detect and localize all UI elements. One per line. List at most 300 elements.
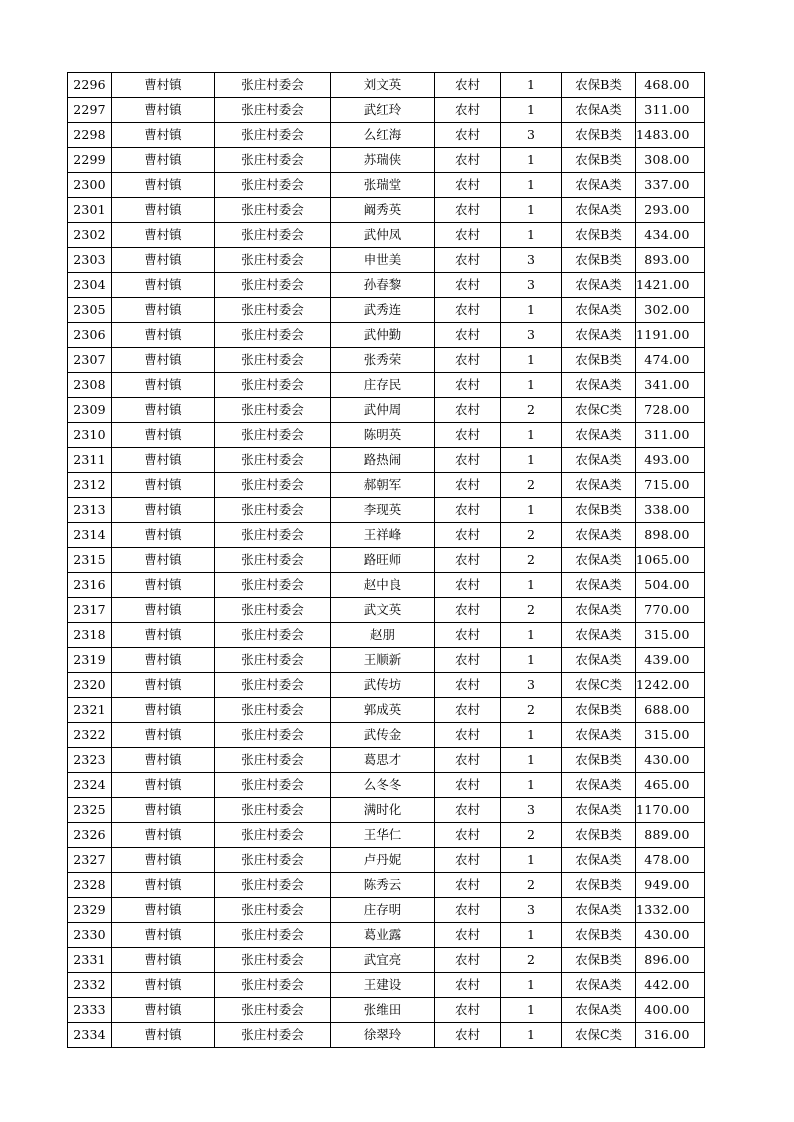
row-number-cell: 2308 — [68, 373, 112, 398]
name-cell: 赵朋 — [331, 623, 435, 648]
household-type-cell: 农村 — [435, 798, 501, 823]
subsidy-roster-table — [67, 72, 705, 1048]
insurance-category-cell: 农保B类 — [562, 148, 636, 173]
insurance-category-cell: 农保A类 — [562, 648, 636, 673]
name-cell: 王建设 — [331, 973, 435, 998]
town-cell: 曹村镇 — [112, 723, 215, 748]
household-type-cell: 农村 — [435, 248, 501, 273]
village-committee-cell: 张庄村委会 — [215, 1023, 331, 1048]
household-size-cell: 2 — [501, 598, 562, 623]
household-type-cell: 农村 — [435, 423, 501, 448]
household-type-cell: 农村 — [435, 923, 501, 948]
household-size-cell: 1 — [501, 748, 562, 773]
household-type-cell: 农村 — [435, 148, 501, 173]
row-number-cell: 2301 — [68, 198, 112, 223]
household-type-cell: 农村 — [435, 273, 501, 298]
name-cell: 庄存明 — [331, 898, 435, 923]
name-cell: 路热闹 — [331, 448, 435, 473]
town-cell: 曹村镇 — [112, 473, 215, 498]
town-cell: 曹村镇 — [112, 423, 215, 448]
insurance-category-cell: 农保B类 — [562, 223, 636, 248]
town-cell: 曹村镇 — [112, 498, 215, 523]
town-cell: 曹村镇 — [112, 748, 215, 773]
table-row — [68, 648, 705, 673]
insurance-category-cell: 农保A类 — [562, 973, 636, 998]
insurance-category-cell: 农保B类 — [562, 498, 636, 523]
household-type-cell: 农村 — [435, 698, 501, 723]
amount-cell: 302.00 — [636, 298, 705, 323]
insurance-category-cell: 农保A类 — [562, 198, 636, 223]
household-type-cell: 农村 — [435, 1023, 501, 1048]
table-row — [68, 198, 705, 223]
household-size-cell: 1 — [501, 298, 562, 323]
amount-cell: 1332.00 — [636, 898, 705, 923]
village-committee-cell: 张庄村委会 — [215, 923, 331, 948]
household-type-cell: 农村 — [435, 123, 501, 148]
row-number-cell: 2334 — [68, 1023, 112, 1048]
town-cell: 曹村镇 — [112, 148, 215, 173]
table-row — [68, 223, 705, 248]
table-row — [68, 773, 705, 798]
village-committee-cell: 张庄村委会 — [215, 823, 331, 848]
row-number-cell: 2300 — [68, 173, 112, 198]
amount-cell: 728.00 — [636, 398, 705, 423]
row-number-cell: 2327 — [68, 848, 112, 873]
village-committee-cell: 张庄村委会 — [215, 573, 331, 598]
household-size-cell: 2 — [501, 698, 562, 723]
town-cell: 曹村镇 — [112, 223, 215, 248]
town-cell: 曹村镇 — [112, 873, 215, 898]
household-size-cell: 1 — [501, 648, 562, 673]
household-size-cell: 1 — [501, 148, 562, 173]
table-row — [68, 448, 705, 473]
village-committee-cell: 张庄村委会 — [215, 348, 331, 373]
village-committee-cell: 张庄村委会 — [215, 848, 331, 873]
name-cell: 武仲凤 — [331, 223, 435, 248]
village-committee-cell: 张庄村委会 — [215, 498, 331, 523]
table-row — [68, 723, 705, 748]
name-cell: 武宜亮 — [331, 948, 435, 973]
household-type-cell: 农村 — [435, 198, 501, 223]
table-row — [68, 148, 705, 173]
table-row — [68, 273, 705, 298]
household-size-cell: 2 — [501, 398, 562, 423]
row-number-cell: 2322 — [68, 723, 112, 748]
table-row — [68, 398, 705, 423]
table-row — [68, 823, 705, 848]
amount-cell: 474.00 — [636, 348, 705, 373]
row-number-cell: 2314 — [68, 523, 112, 548]
household-type-cell: 农村 — [435, 448, 501, 473]
household-size-cell: 2 — [501, 948, 562, 973]
table-row — [68, 573, 705, 598]
village-committee-cell: 张庄村委会 — [215, 698, 331, 723]
town-cell: 曹村镇 — [112, 623, 215, 648]
name-cell: 张瑞堂 — [331, 173, 435, 198]
household-type-cell: 农村 — [435, 623, 501, 648]
name-cell: 武红玲 — [331, 98, 435, 123]
insurance-category-cell: 农保A类 — [562, 298, 636, 323]
insurance-category-cell: 农保A类 — [562, 723, 636, 748]
insurance-category-cell: 农保A类 — [562, 448, 636, 473]
village-committee-cell: 张庄村委会 — [215, 248, 331, 273]
row-number-cell: 2328 — [68, 873, 112, 898]
household-size-cell: 1 — [501, 348, 562, 373]
amount-cell: 478.00 — [636, 848, 705, 873]
amount-cell: 1065.00 — [636, 548, 705, 573]
name-cell: 郝朝军 — [331, 473, 435, 498]
table-row — [68, 498, 705, 523]
town-cell: 曹村镇 — [112, 698, 215, 723]
household-size-cell: 1 — [501, 423, 562, 448]
name-cell: 路旺师 — [331, 548, 435, 573]
household-size-cell: 1 — [501, 1023, 562, 1048]
village-committee-cell: 张庄村委会 — [215, 73, 331, 98]
table-row — [68, 423, 705, 448]
insurance-category-cell: 农保A类 — [562, 548, 636, 573]
household-size-cell: 2 — [501, 523, 562, 548]
insurance-category-cell: 农保A类 — [562, 473, 636, 498]
household-size-cell: 2 — [501, 473, 562, 498]
town-cell: 曹村镇 — [112, 73, 215, 98]
name-cell: 王华仁 — [331, 823, 435, 848]
insurance-category-cell: 农保B类 — [562, 923, 636, 948]
insurance-category-cell: 农保A类 — [562, 773, 636, 798]
town-cell: 曹村镇 — [112, 248, 215, 273]
row-number-cell: 2321 — [68, 698, 112, 723]
household-size-cell: 1 — [501, 773, 562, 798]
amount-cell: 1483.00 — [636, 123, 705, 148]
name-cell: 赵中良 — [331, 573, 435, 598]
amount-cell: 465.00 — [636, 773, 705, 798]
household-type-cell: 农村 — [435, 648, 501, 673]
household-size-cell: 3 — [501, 123, 562, 148]
insurance-category-cell: 农保A类 — [562, 898, 636, 923]
table-row — [68, 98, 705, 123]
amount-cell: 889.00 — [636, 823, 705, 848]
household-type-cell: 农村 — [435, 223, 501, 248]
amount-cell: 434.00 — [636, 223, 705, 248]
insurance-category-cell: 农保A类 — [562, 798, 636, 823]
name-cell: 庄存民 — [331, 373, 435, 398]
household-size-cell: 1 — [501, 223, 562, 248]
name-cell: 武传金 — [331, 723, 435, 748]
table-row — [68, 873, 705, 898]
household-size-cell: 1 — [501, 848, 562, 873]
town-cell: 曹村镇 — [112, 948, 215, 973]
household-type-cell: 农村 — [435, 848, 501, 873]
household-type-cell: 农村 — [435, 348, 501, 373]
town-cell: 曹村镇 — [112, 123, 215, 148]
village-committee-cell: 张庄村委会 — [215, 973, 331, 998]
table-row — [68, 798, 705, 823]
household-size-cell: 3 — [501, 798, 562, 823]
village-committee-cell: 张庄村委会 — [215, 873, 331, 898]
household-size-cell: 3 — [501, 273, 562, 298]
amount-cell: 949.00 — [636, 873, 705, 898]
name-cell: 郭成英 — [331, 698, 435, 723]
household-type-cell: 农村 — [435, 748, 501, 773]
household-type-cell: 农村 — [435, 898, 501, 923]
insurance-category-cell: 农保B类 — [562, 748, 636, 773]
household-type-cell: 农村 — [435, 173, 501, 198]
village-committee-cell: 张庄村委会 — [215, 473, 331, 498]
village-committee-cell: 张庄村委会 — [215, 223, 331, 248]
amount-cell: 504.00 — [636, 573, 705, 598]
row-number-cell: 2303 — [68, 248, 112, 273]
village-committee-cell: 张庄村委会 — [215, 298, 331, 323]
name-cell: 申世美 — [331, 248, 435, 273]
insurance-category-cell: 农保C类 — [562, 398, 636, 423]
name-cell: 武文英 — [331, 598, 435, 623]
row-number-cell: 2333 — [68, 998, 112, 1023]
insurance-category-cell: 农保A类 — [562, 373, 636, 398]
row-number-cell: 2325 — [68, 798, 112, 823]
amount-cell: 898.00 — [636, 523, 705, 548]
household-size-cell: 1 — [501, 723, 562, 748]
amount-cell: 468.00 — [636, 73, 705, 98]
town-cell: 曹村镇 — [112, 173, 215, 198]
household-size-cell: 1 — [501, 998, 562, 1023]
household-type-cell: 农村 — [435, 823, 501, 848]
insurance-category-cell: 农保B类 — [562, 123, 636, 148]
household-type-cell: 农村 — [435, 398, 501, 423]
village-committee-cell: 张庄村委会 — [215, 273, 331, 298]
village-committee-cell: 张庄村委会 — [215, 898, 331, 923]
name-cell: 武秀连 — [331, 298, 435, 323]
table-row — [68, 173, 705, 198]
town-cell: 曹村镇 — [112, 773, 215, 798]
village-committee-cell: 张庄村委会 — [215, 748, 331, 773]
town-cell: 曹村镇 — [112, 648, 215, 673]
town-cell: 曹村镇 — [112, 98, 215, 123]
name-cell: 武仲勤 — [331, 323, 435, 348]
town-cell: 曹村镇 — [112, 348, 215, 373]
insurance-category-cell: 农保B类 — [562, 823, 636, 848]
household-size-cell: 1 — [501, 623, 562, 648]
amount-cell: 1191.00 — [636, 323, 705, 348]
name-cell: 么冬冬 — [331, 773, 435, 798]
table-row — [68, 73, 705, 98]
row-number-cell: 2296 — [68, 73, 112, 98]
name-cell: 葛思才 — [331, 748, 435, 773]
town-cell: 曹村镇 — [112, 823, 215, 848]
table-row — [68, 623, 705, 648]
village-committee-cell: 张庄村委会 — [215, 198, 331, 223]
household-size-cell: 1 — [501, 198, 562, 223]
amount-cell: 430.00 — [636, 748, 705, 773]
village-committee-cell: 张庄村委会 — [215, 648, 331, 673]
amount-cell: 493.00 — [636, 448, 705, 473]
town-cell: 曹村镇 — [112, 898, 215, 923]
row-number-cell: 2316 — [68, 573, 112, 598]
amount-cell: 293.00 — [636, 198, 705, 223]
table-row — [68, 848, 705, 873]
amount-cell: 337.00 — [636, 173, 705, 198]
household-type-cell: 农村 — [435, 373, 501, 398]
village-committee-cell: 张庄村委会 — [215, 373, 331, 398]
town-cell: 曹村镇 — [112, 398, 215, 423]
village-committee-cell: 张庄村委会 — [215, 148, 331, 173]
table-row — [68, 123, 705, 148]
town-cell: 曹村镇 — [112, 273, 215, 298]
table-row — [68, 948, 705, 973]
row-number-cell: 2307 — [68, 348, 112, 373]
amount-cell: 400.00 — [636, 998, 705, 1023]
village-committee-cell: 张庄村委会 — [215, 623, 331, 648]
row-number-cell: 2315 — [68, 548, 112, 573]
table-row — [68, 923, 705, 948]
household-size-cell: 3 — [501, 673, 562, 698]
amount-cell: 1421.00 — [636, 273, 705, 298]
table-row — [68, 248, 705, 273]
village-committee-cell: 张庄村委会 — [215, 548, 331, 573]
row-number-cell: 2299 — [68, 148, 112, 173]
table-row — [68, 673, 705, 698]
household-type-cell: 农村 — [435, 723, 501, 748]
household-size-cell: 3 — [501, 323, 562, 348]
row-number-cell: 2326 — [68, 823, 112, 848]
household-size-cell: 2 — [501, 823, 562, 848]
row-number-cell: 2306 — [68, 323, 112, 348]
name-cell: 孙春黎 — [331, 273, 435, 298]
amount-cell: 316.00 — [636, 1023, 705, 1048]
amount-cell: 688.00 — [636, 698, 705, 723]
village-committee-cell: 张庄村委会 — [215, 598, 331, 623]
row-number-cell: 2320 — [68, 673, 112, 698]
row-number-cell: 2331 — [68, 948, 112, 973]
household-size-cell: 2 — [501, 548, 562, 573]
insurance-category-cell: 农保B类 — [562, 698, 636, 723]
village-committee-cell: 张庄村委会 — [215, 948, 331, 973]
amount-cell: 315.00 — [636, 723, 705, 748]
insurance-category-cell: 农保B类 — [562, 248, 636, 273]
name-cell: 王祥峰 — [331, 523, 435, 548]
roster-body — [68, 73, 705, 1048]
village-committee-cell: 张庄村委会 — [215, 723, 331, 748]
insurance-category-cell: 农保A类 — [562, 598, 636, 623]
household-type-cell: 农村 — [435, 573, 501, 598]
insurance-category-cell: 农保A类 — [562, 98, 636, 123]
town-cell: 曹村镇 — [112, 673, 215, 698]
row-number-cell: 2323 — [68, 748, 112, 773]
name-cell: 陈明英 — [331, 423, 435, 448]
town-cell: 曹村镇 — [112, 373, 215, 398]
table-row — [68, 598, 705, 623]
row-number-cell: 2302 — [68, 223, 112, 248]
amount-cell: 770.00 — [636, 598, 705, 623]
name-cell: 满时化 — [331, 798, 435, 823]
amount-cell: 1170.00 — [636, 798, 705, 823]
table-row — [68, 973, 705, 998]
row-number-cell: 2309 — [68, 398, 112, 423]
household-type-cell: 农村 — [435, 998, 501, 1023]
town-cell: 曹村镇 — [112, 548, 215, 573]
name-cell: 葛业露 — [331, 923, 435, 948]
insurance-category-cell: 农保C类 — [562, 1023, 636, 1048]
table-row — [68, 698, 705, 723]
insurance-category-cell: 农保A类 — [562, 323, 636, 348]
name-cell: 徐翠玲 — [331, 1023, 435, 1048]
household-type-cell: 农村 — [435, 773, 501, 798]
amount-cell: 893.00 — [636, 248, 705, 273]
insurance-category-cell: 农保A类 — [562, 848, 636, 873]
town-cell: 曹村镇 — [112, 923, 215, 948]
amount-cell: 311.00 — [636, 98, 705, 123]
household-type-cell: 农村 — [435, 548, 501, 573]
household-size-cell: 1 — [501, 173, 562, 198]
village-committee-cell: 张庄村委会 — [215, 98, 331, 123]
amount-cell: 311.00 — [636, 423, 705, 448]
town-cell: 曹村镇 — [112, 523, 215, 548]
row-number-cell: 2330 — [68, 923, 112, 948]
town-cell: 曹村镇 — [112, 973, 215, 998]
household-size-cell: 1 — [501, 98, 562, 123]
amount-cell: 315.00 — [636, 623, 705, 648]
village-committee-cell: 张庄村委会 — [215, 998, 331, 1023]
household-type-cell: 农村 — [435, 73, 501, 98]
insurance-category-cell: 农保A类 — [562, 423, 636, 448]
household-size-cell: 1 — [501, 923, 562, 948]
amount-cell: 442.00 — [636, 973, 705, 998]
village-committee-cell: 张庄村委会 — [215, 323, 331, 348]
village-committee-cell: 张庄村委会 — [215, 173, 331, 198]
village-committee-cell: 张庄村委会 — [215, 398, 331, 423]
household-size-cell: 1 — [501, 973, 562, 998]
town-cell: 曹村镇 — [112, 198, 215, 223]
town-cell: 曹村镇 — [112, 598, 215, 623]
row-number-cell: 2304 — [68, 273, 112, 298]
table-row — [68, 298, 705, 323]
town-cell: 曹村镇 — [112, 323, 215, 348]
town-cell: 曹村镇 — [112, 998, 215, 1023]
name-cell: 武仲周 — [331, 398, 435, 423]
table-row — [68, 323, 705, 348]
household-size-cell: 1 — [501, 448, 562, 473]
insurance-category-cell: 农保A类 — [562, 523, 636, 548]
insurance-category-cell: 农保A类 — [562, 623, 636, 648]
household-size-cell: 1 — [501, 573, 562, 598]
household-type-cell: 农村 — [435, 973, 501, 998]
insurance-category-cell: 农保A类 — [562, 998, 636, 1023]
row-number-cell: 2313 — [68, 498, 112, 523]
amount-cell: 715.00 — [636, 473, 705, 498]
town-cell: 曹村镇 — [112, 848, 215, 873]
row-number-cell: 2305 — [68, 298, 112, 323]
name-cell: 李现英 — [331, 498, 435, 523]
insurance-category-cell: 农保A类 — [562, 173, 636, 198]
household-type-cell: 农村 — [435, 98, 501, 123]
table-row — [68, 748, 705, 773]
name-cell: 么红海 — [331, 123, 435, 148]
amount-cell: 439.00 — [636, 648, 705, 673]
row-number-cell: 2324 — [68, 773, 112, 798]
name-cell: 阚秀英 — [331, 198, 435, 223]
name-cell: 张秀荣 — [331, 348, 435, 373]
household-type-cell: 农村 — [435, 873, 501, 898]
household-type-cell: 农村 — [435, 673, 501, 698]
amount-cell: 896.00 — [636, 948, 705, 973]
household-size-cell: 2 — [501, 873, 562, 898]
name-cell: 刘文英 — [331, 73, 435, 98]
household-size-cell: 3 — [501, 898, 562, 923]
table-row — [68, 523, 705, 548]
row-number-cell: 2298 — [68, 123, 112, 148]
village-committee-cell: 张庄村委会 — [215, 773, 331, 798]
insurance-category-cell: 农保A类 — [562, 273, 636, 298]
insurance-category-cell: 农保B类 — [562, 73, 636, 98]
name-cell: 武传坊 — [331, 673, 435, 698]
